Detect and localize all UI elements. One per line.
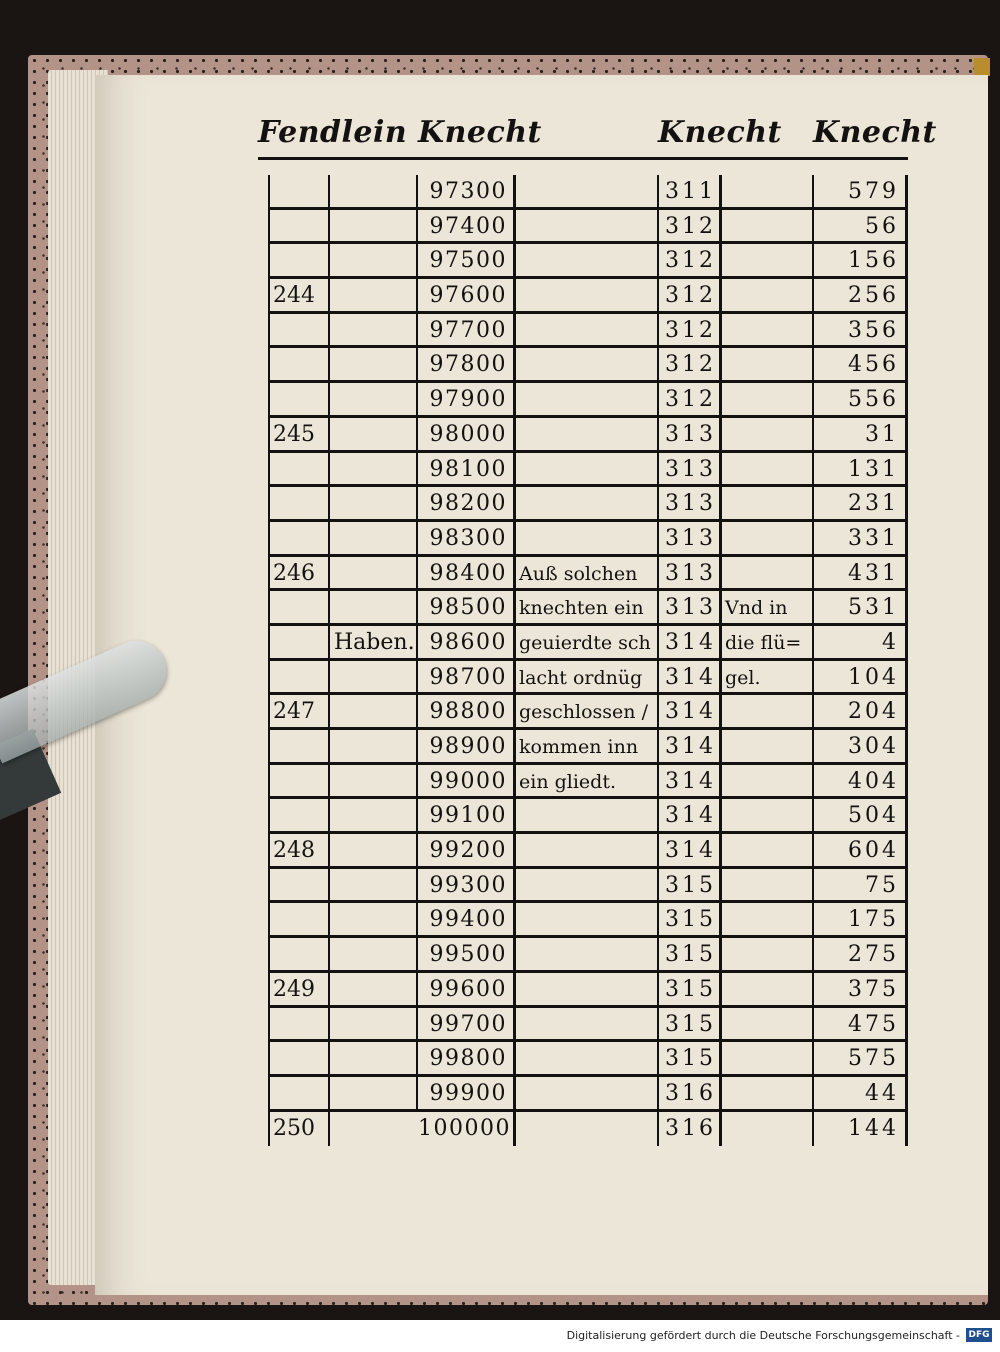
cell-num: 97800: [418, 348, 516, 383]
cell-end: 175: [814, 903, 908, 938]
table-row: [268, 210, 913, 245]
cell-col2: [330, 175, 418, 210]
cell-col2: [330, 557, 418, 592]
table-row: [268, 1112, 913, 1147]
cell-fendlein: [268, 591, 330, 626]
cell-num: 97300: [418, 175, 516, 210]
cell-num: 99200: [418, 834, 516, 869]
cell-col2: [330, 210, 418, 245]
cell-text2: [722, 279, 814, 314]
cell-end: 31: [814, 418, 908, 453]
cell-end: 204: [814, 695, 908, 730]
cell-col2: [330, 1042, 418, 1077]
cell-end: 356: [814, 314, 908, 349]
header-rule: [258, 157, 908, 160]
cell-num: 98400: [418, 557, 516, 592]
footer-text: Digitalisierung gefördert durch die Deutsche Forschungsgemeinschaft -: [566, 1329, 960, 1342]
cell-end: 375: [814, 973, 908, 1008]
cell-text2: [722, 383, 814, 418]
cell-mid: 314: [659, 765, 722, 800]
cell-text: [516, 1112, 659, 1147]
table-row: [268, 1008, 913, 1043]
cell-text: [516, 383, 659, 418]
cell-mid: 315: [659, 903, 722, 938]
cell-mid: 315: [659, 973, 722, 1008]
cell-text2: [722, 869, 814, 904]
dfg-logo: DFG: [966, 1328, 992, 1342]
cell-text2: [722, 522, 814, 557]
cell-end: 4: [814, 626, 908, 661]
cell-mid: 315: [659, 1042, 722, 1077]
cell-text: [516, 418, 659, 453]
table-row: [268, 557, 913, 592]
cell-fendlein: [268, 765, 330, 800]
cell-end: 156: [814, 244, 908, 279]
cell-fendlein: [268, 348, 330, 383]
table-row: [268, 244, 913, 279]
cell-num: 98500: [418, 591, 516, 626]
cell-col2: [330, 903, 418, 938]
cell-fendlein: [268, 522, 330, 557]
cell-col2: [330, 1112, 418, 1147]
table-row: [268, 730, 913, 765]
cell-fendlein: 250: [268, 1112, 330, 1147]
cell-text2: [722, 799, 814, 834]
cell-col2: [330, 765, 418, 800]
cell-mid: 312: [659, 210, 722, 245]
cell-fendlein: 249: [268, 973, 330, 1008]
cell-text: geuierdte sch: [516, 626, 659, 661]
table-row: [268, 1077, 913, 1112]
cell-fendlein: [268, 938, 330, 973]
cell-mid: 314: [659, 799, 722, 834]
table-row: [268, 453, 913, 488]
table-row: [268, 279, 913, 314]
cell-end: 475: [814, 1008, 908, 1043]
cell-fendlein: 245: [268, 418, 330, 453]
cell-fendlein: [268, 1077, 330, 1112]
cell-text: [516, 348, 659, 383]
cell-col2: [330, 487, 418, 522]
cell-num: 98900: [418, 730, 516, 765]
cell-mid: 315: [659, 938, 722, 973]
cell-text2: [722, 1112, 814, 1147]
cell-text: [516, 279, 659, 314]
cell-text2: [722, 765, 814, 800]
cell-text2: die flü=: [722, 626, 814, 661]
cell-num: 99000: [418, 765, 516, 800]
cell-text: [516, 903, 659, 938]
cell-num: 99600: [418, 973, 516, 1008]
cell-text: [516, 799, 659, 834]
cell-num: 98000: [418, 418, 516, 453]
cell-num: 100000: [418, 1112, 516, 1147]
cell-end: 56: [814, 210, 908, 245]
cell-end: 304: [814, 730, 908, 765]
cell-text: [516, 1077, 659, 1112]
cell-fendlein: [268, 903, 330, 938]
cell-col2: Haben.: [330, 626, 418, 661]
cell-num: 99300: [418, 869, 516, 904]
cell-mid: 315: [659, 869, 722, 904]
cell-num: 99900: [418, 1077, 516, 1112]
cell-end: 504: [814, 799, 908, 834]
cell-col2: [330, 695, 418, 730]
cell-num: 97400: [418, 210, 516, 245]
cell-mid: 314: [659, 695, 722, 730]
cell-mid: 313: [659, 557, 722, 592]
table-row: [268, 591, 913, 626]
cell-num: 98300: [418, 522, 516, 557]
footer: [0, 1320, 1000, 1352]
cell-text2: Vnd in: [722, 591, 814, 626]
cell-end: 331: [814, 522, 908, 557]
cell-fendlein: [268, 626, 330, 661]
cell-text2: [722, 1077, 814, 1112]
cell-end: 131: [814, 453, 908, 488]
cell-end: 431: [814, 557, 908, 592]
cell-fendlein: [268, 453, 330, 488]
cell-text2: [722, 175, 814, 210]
cell-fendlein: 248: [268, 834, 330, 869]
cell-text2: [722, 1008, 814, 1043]
cell-end: 604: [814, 834, 908, 869]
cell-mid: 313: [659, 453, 722, 488]
header-knecht-1: Knecht: [418, 115, 542, 150]
cell-text: [516, 522, 659, 557]
cell-mid: 312: [659, 244, 722, 279]
cell-text: geschlossen /: [516, 695, 659, 730]
cell-mid: 313: [659, 487, 722, 522]
cell-end: 144: [814, 1112, 908, 1147]
cell-text: [516, 314, 659, 349]
table-row: [268, 383, 913, 418]
cell-fendlein: [268, 1042, 330, 1077]
table-row: [268, 487, 913, 522]
cell-mid: 312: [659, 279, 722, 314]
cell-text2: [722, 1042, 814, 1077]
cell-mid: 313: [659, 418, 722, 453]
cell-num: 99800: [418, 1042, 516, 1077]
cell-text: knechten ein: [516, 591, 659, 626]
cell-text2: [722, 557, 814, 592]
cell-text2: [722, 348, 814, 383]
cell-text2: [722, 938, 814, 973]
cell-mid: 313: [659, 591, 722, 626]
cell-fendlein: [268, 799, 330, 834]
cell-mid: 316: [659, 1077, 722, 1112]
cell-num: 98600: [418, 626, 516, 661]
table-row: [268, 695, 913, 730]
cell-num: 99400: [418, 903, 516, 938]
cell-text: lacht ordnüg: [516, 661, 659, 696]
cell-text: kommen inn: [516, 730, 659, 765]
cell-fendlein: [268, 487, 330, 522]
cell-text2: [722, 418, 814, 453]
cell-text2: gel.: [722, 661, 814, 696]
header-fendlein: Fendlein: [258, 115, 408, 150]
cell-fendlein: 244: [268, 279, 330, 314]
cell-text2: [722, 487, 814, 522]
cell-text2: [722, 834, 814, 869]
table-row: [268, 765, 913, 800]
cell-mid: 311: [659, 175, 722, 210]
cell-col2: [330, 591, 418, 626]
cell-col2: [330, 834, 418, 869]
cell-fendlein: [268, 244, 330, 279]
table-row: [268, 938, 913, 973]
table-row: [268, 418, 913, 453]
cell-num: 99500: [418, 938, 516, 973]
cell-end: 531: [814, 591, 908, 626]
cell-col2: [330, 244, 418, 279]
cell-num: 97700: [418, 314, 516, 349]
cell-end: 256: [814, 279, 908, 314]
table-body: [268, 175, 913, 1146]
cell-end: 231: [814, 487, 908, 522]
cell-end: 456: [814, 348, 908, 383]
cell-text: ein gliedt.: [516, 765, 659, 800]
cell-mid: 314: [659, 730, 722, 765]
cell-fendlein: 247: [268, 695, 330, 730]
cell-text: [516, 210, 659, 245]
cell-col2: [330, 314, 418, 349]
cell-text2: [722, 730, 814, 765]
cell-text: [516, 244, 659, 279]
cell-end: 104: [814, 661, 908, 696]
header-knecht-3: Knecht: [813, 115, 937, 150]
header-knecht-2: Knecht: [658, 115, 782, 150]
cell-end: 556: [814, 383, 908, 418]
table-row: [268, 626, 913, 661]
cell-text2: [722, 244, 814, 279]
cell-mid: 312: [659, 348, 722, 383]
bookmark-ribbon: [974, 58, 990, 76]
cell-mid: 313: [659, 522, 722, 557]
table-row: [268, 522, 913, 557]
cell-text: [516, 1008, 659, 1043]
table-row: [268, 1042, 913, 1077]
cell-text: [516, 453, 659, 488]
cell-text2: [722, 210, 814, 245]
cell-col2: [330, 869, 418, 904]
cell-text: Auß solchen: [516, 557, 659, 592]
cell-fendlein: [268, 1008, 330, 1043]
table-row: [268, 348, 913, 383]
cell-fendlein: [268, 383, 330, 418]
cell-text2: [722, 314, 814, 349]
cell-num: 98800: [418, 695, 516, 730]
cell-mid: 312: [659, 314, 722, 349]
cell-col2: [330, 348, 418, 383]
cell-text2: [722, 695, 814, 730]
cell-num: 97900: [418, 383, 516, 418]
cell-fendlein: [268, 661, 330, 696]
cell-mid: 315: [659, 1008, 722, 1043]
cell-text2: [722, 903, 814, 938]
table-row: [268, 869, 913, 904]
cell-mid: 314: [659, 834, 722, 869]
cell-mid: 316: [659, 1112, 722, 1147]
table-row: [268, 903, 913, 938]
cell-num: 97600: [418, 279, 516, 314]
cell-col2: [330, 279, 418, 314]
cell-end: 44: [814, 1077, 908, 1112]
cell-text: [516, 1042, 659, 1077]
table-row: [268, 661, 913, 696]
cell-text: [516, 487, 659, 522]
cell-text: [516, 973, 659, 1008]
cell-col2: [330, 453, 418, 488]
cell-num: 97500: [418, 244, 516, 279]
cell-col2: [330, 661, 418, 696]
cell-end: 579: [814, 175, 908, 210]
cell-fendlein: [268, 314, 330, 349]
cell-text: [516, 869, 659, 904]
cell-col2: [330, 973, 418, 1008]
cell-fendlein: [268, 730, 330, 765]
cell-mid: 314: [659, 661, 722, 696]
cell-col2: [330, 799, 418, 834]
cell-col2: [330, 522, 418, 557]
cell-mid: 312: [659, 383, 722, 418]
cell-fendlein: [268, 175, 330, 210]
cell-col2: [330, 383, 418, 418]
table-row: [268, 175, 913, 210]
cell-num: 98700: [418, 661, 516, 696]
cell-end: 275: [814, 938, 908, 973]
table-row: [268, 973, 913, 1008]
cell-end: 75: [814, 869, 908, 904]
table-row: [268, 314, 913, 349]
cell-col2: [330, 1008, 418, 1043]
cell-text2: [722, 453, 814, 488]
cell-num: 99700: [418, 1008, 516, 1043]
cell-text: [516, 175, 659, 210]
cell-text: [516, 938, 659, 973]
cell-mid: 314: [659, 626, 722, 661]
cell-num: 98200: [418, 487, 516, 522]
table-row: [268, 834, 913, 869]
cell-num: 99100: [418, 799, 516, 834]
cell-col2: [330, 1077, 418, 1112]
cell-end: 404: [814, 765, 908, 800]
cell-text: [516, 834, 659, 869]
cell-col2: [330, 418, 418, 453]
cell-fendlein: 246: [268, 557, 330, 592]
table-row: [268, 799, 913, 834]
cell-end: 575: [814, 1042, 908, 1077]
cell-text2: [722, 973, 814, 1008]
cell-col2: [330, 938, 418, 973]
cell-num: 98100: [418, 453, 516, 488]
cell-fendlein: [268, 210, 330, 245]
cell-fendlein: [268, 869, 330, 904]
cell-col2: [330, 730, 418, 765]
